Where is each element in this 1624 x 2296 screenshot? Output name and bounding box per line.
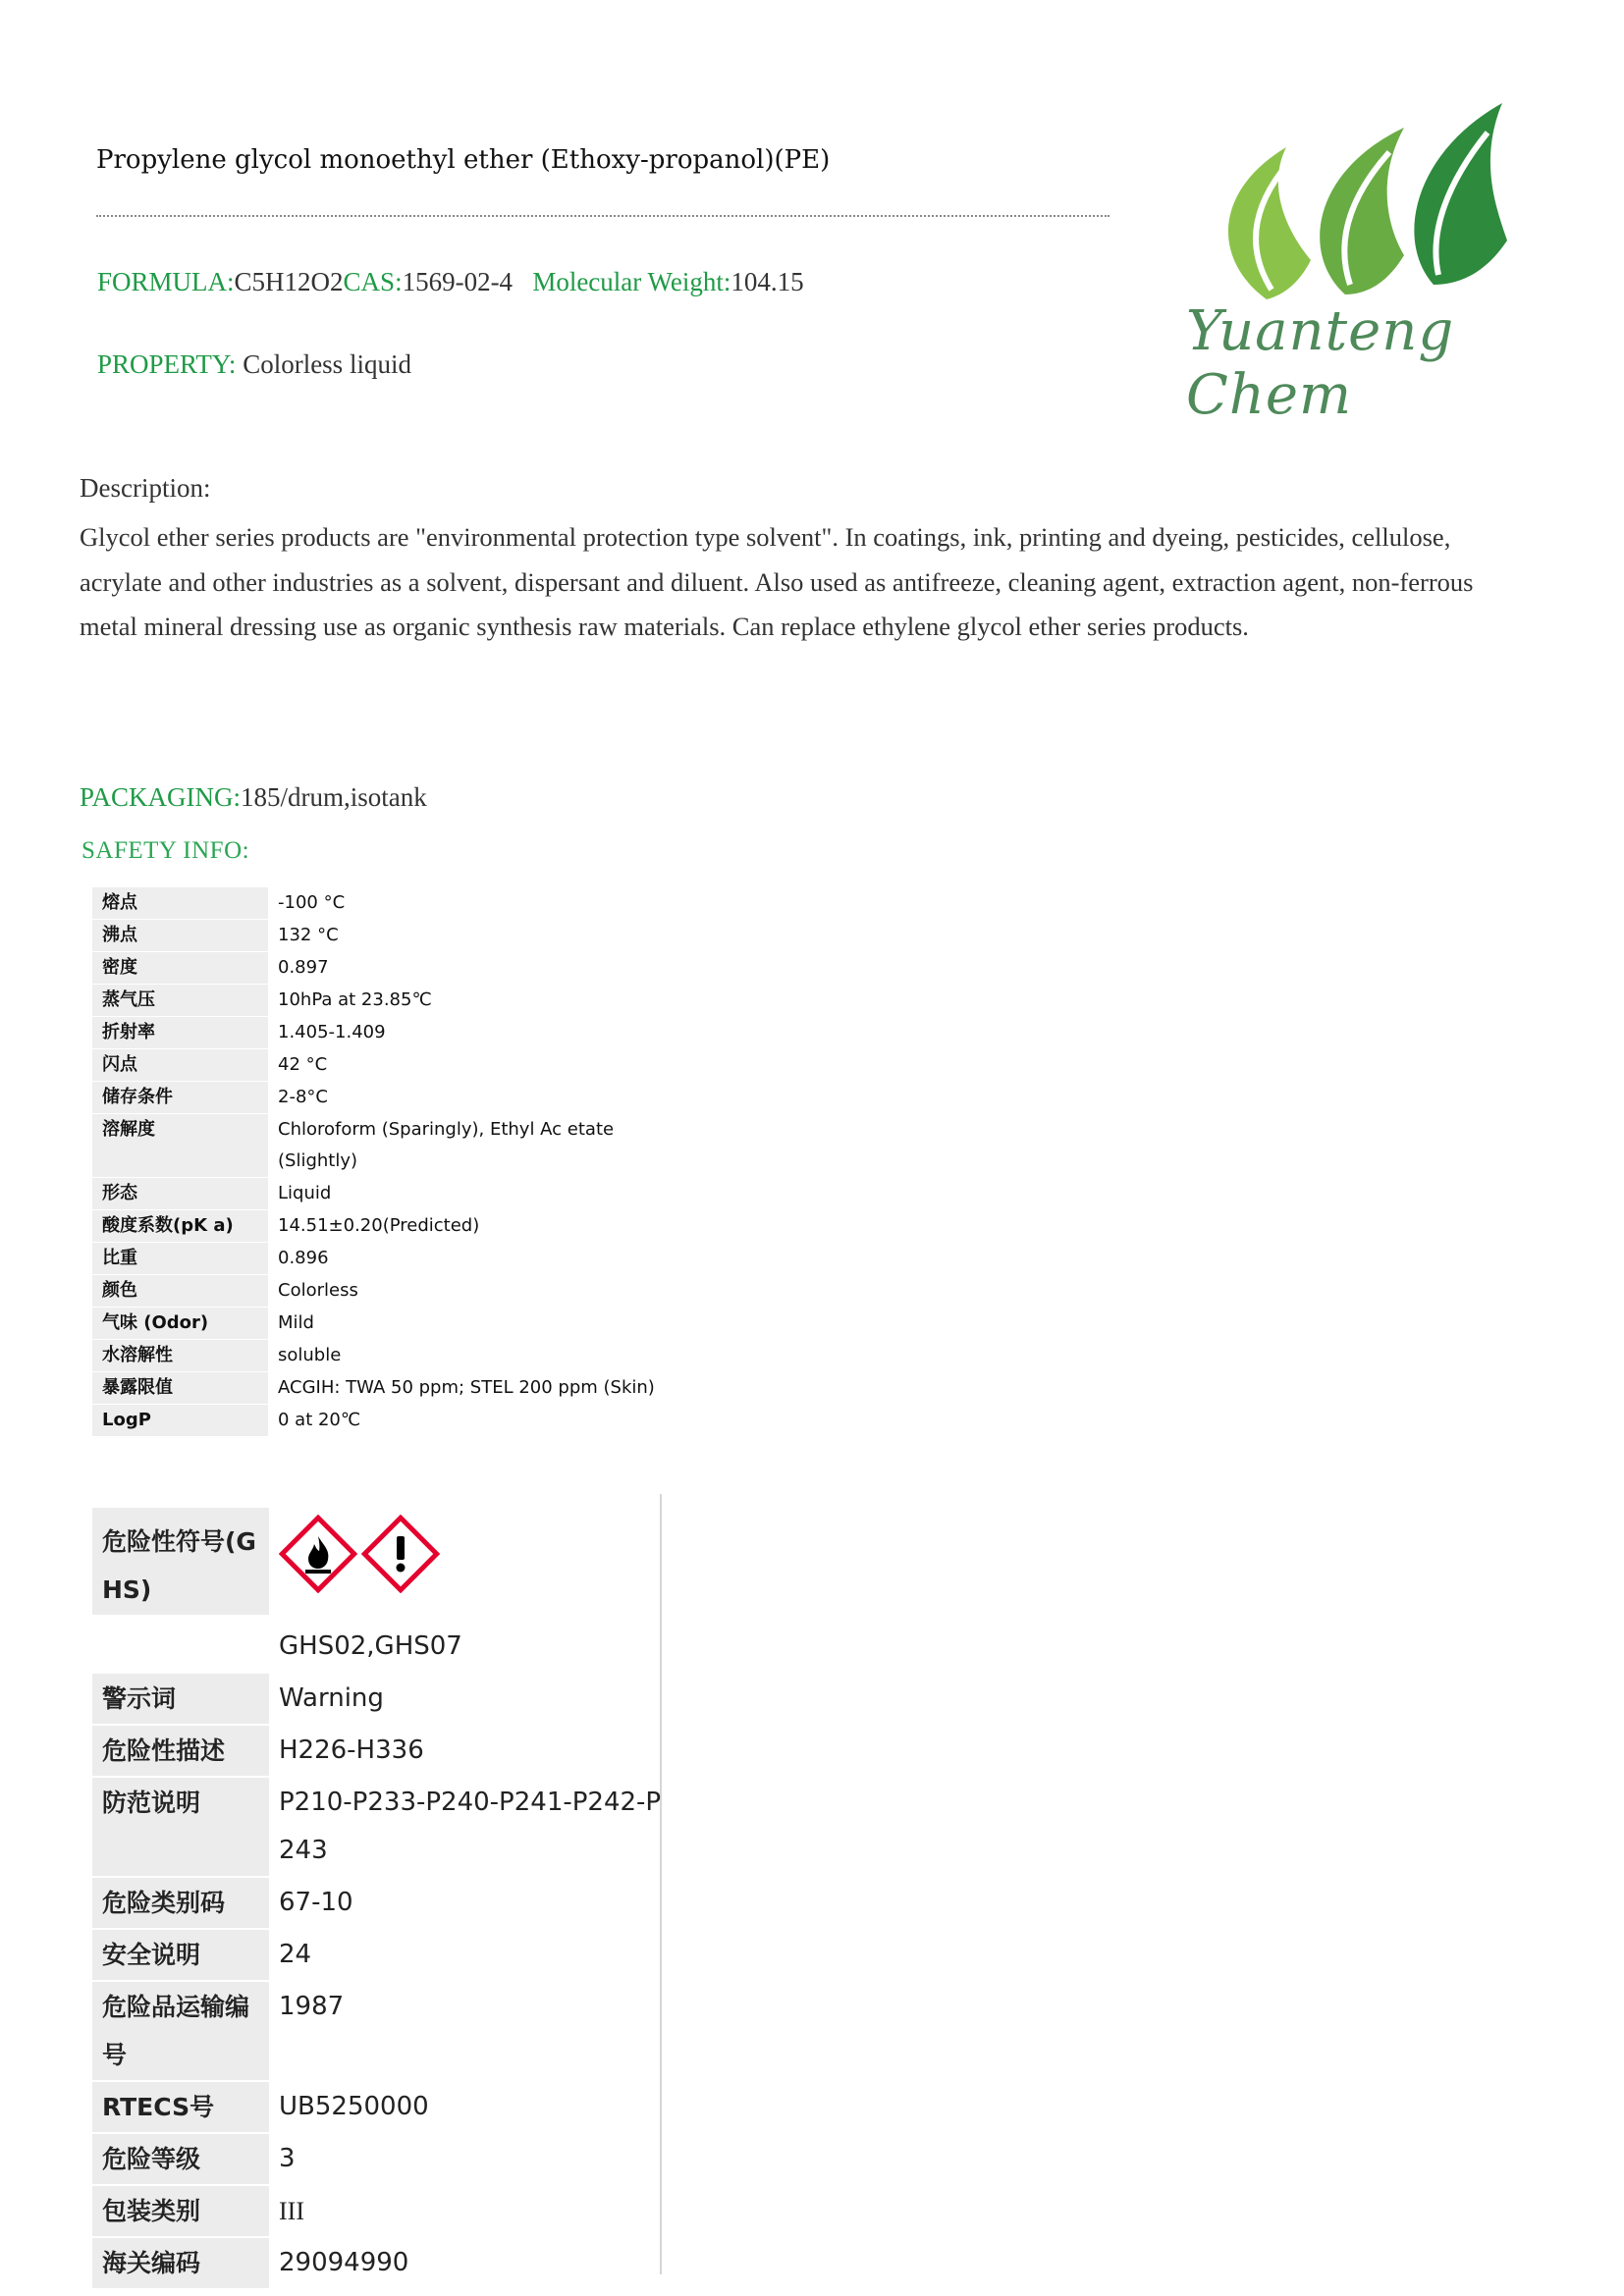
property-value: ACGIH: TWA 50 ppm; STEL 200 ppm (Skin) xyxy=(278,1377,655,1398)
property-value: 42 °C xyxy=(278,1054,328,1075)
ghs-pictograms xyxy=(279,1515,662,1593)
property-key: 酸度系数(pK a) xyxy=(92,1210,268,1242)
property-value: 0.896 xyxy=(278,1248,329,1268)
cas-value: 1569-02-4 xyxy=(402,267,514,296)
property-key: 沸点 xyxy=(92,920,268,951)
formula-value: C5H12O2 xyxy=(234,267,344,296)
property-value: 14.51±0.20(Predicted) xyxy=(278,1215,480,1236)
property-key: 闪点 xyxy=(92,1049,268,1081)
safety-code-link[interactable]: 24 xyxy=(279,1940,312,1969)
ghs-table xyxy=(92,1506,663,2290)
ghs-key: 危险等级 xyxy=(92,2134,269,2184)
table-row xyxy=(92,887,671,919)
table-row xyxy=(92,1372,671,1404)
risk-code-link[interactable]: 67-10 xyxy=(279,1888,353,1917)
molecular-weight-value: 104.15 xyxy=(731,267,804,296)
property-value: Mild xyxy=(278,1312,314,1333)
table-row xyxy=(92,2082,663,2132)
property-value: soluble xyxy=(278,1345,342,1365)
rtecs-number: UB5250000 xyxy=(279,2092,429,2121)
packing-group: III xyxy=(279,2197,304,2225)
ghs-key: 警示词 xyxy=(92,1674,269,1724)
packaging-value: 185/drum,isotank xyxy=(241,782,427,812)
formula-label: FORMULA: xyxy=(97,267,235,296)
formula-line xyxy=(97,267,804,297)
safety-info-heading: SAFETY INFO: xyxy=(81,837,250,864)
ghs-key: 防范说明 xyxy=(92,1778,269,1876)
property-value: Chloroform (Sparingly), Ethyl Ac etate (Slightly) xyxy=(278,1119,615,1171)
ghs-codes-link[interactable]: GHS02,GHS07 xyxy=(279,1631,462,1661)
description-text: Glycol ether series products are "environmental protection type solvent". In coatings, ink, printing and dyeing, pesticides, cellulose, acrylate and other industries as a solvent, dispersant and diluent. Also used as antifreeze, cleaning agent, extraction agent, non-ferrous metal mineral dressing use as organic synthesis raw materials. Can replace ethylene glycol ether series products. xyxy=(80,522,1474,641)
property-key: 气味 (Odor) xyxy=(92,1308,268,1339)
table-row xyxy=(92,1178,671,1209)
property-key: LogP xyxy=(92,1405,268,1436)
flame-icon xyxy=(279,1515,357,1593)
property-key: 储存条件 xyxy=(92,1082,268,1113)
ghs-key: RTECS号 xyxy=(92,2082,269,2132)
ghs-symbol-value xyxy=(269,1508,663,1615)
property-value: 2-8°C xyxy=(278,1087,328,1107)
dotted-divider xyxy=(96,215,1110,217)
property-value: Liquid xyxy=(278,1183,332,1203)
table-row xyxy=(92,985,671,1016)
ghs-key: 危险品运输编号 xyxy=(92,1982,269,2080)
table-row xyxy=(92,2134,663,2184)
table-row xyxy=(92,1308,671,1339)
table-row xyxy=(92,1930,663,1980)
table-row xyxy=(92,1617,663,1672)
description-heading: Description: xyxy=(80,473,211,503)
property-key: 蒸气压 xyxy=(92,985,268,1016)
table-row xyxy=(92,1340,671,1371)
hazard-statement-link[interactable]: H226-H336 xyxy=(279,1735,424,1765)
ghs-key: 危险类别码 xyxy=(92,1878,269,1928)
property-value: Colorless liquid xyxy=(236,349,411,379)
table-row xyxy=(92,1878,663,1928)
table-row xyxy=(92,1778,663,1876)
signal-word: Warning xyxy=(279,1683,384,1713)
property-value: Colorless xyxy=(278,1280,358,1301)
table-row xyxy=(92,1726,663,1776)
property-key: 比重 xyxy=(92,1243,268,1274)
ghs-key: 海关编码 xyxy=(92,2238,269,2288)
hazard-class: 3 xyxy=(279,2144,296,2173)
property-value: 10hPa at 23.85℃ xyxy=(278,989,432,1010)
packaging-line xyxy=(80,782,427,813)
ghs-key: 安全说明 xyxy=(92,1930,269,1980)
property-value: 0.897 xyxy=(278,957,329,978)
property-key: 暴露限值 xyxy=(92,1372,268,1404)
property-line xyxy=(97,349,411,380)
empty-cell xyxy=(92,1617,269,1672)
properties-table xyxy=(92,886,671,1437)
property-key: 溶解度 xyxy=(92,1114,268,1177)
packaging-label: PACKAGING: xyxy=(80,782,242,812)
exclamation-icon xyxy=(361,1515,440,1593)
cas-label: CAS: xyxy=(343,267,403,296)
molecular-weight-label: Molecular Weight: xyxy=(532,267,731,296)
ghs-symbol-key: 危险性符号(GHS) xyxy=(92,1508,269,1615)
company-logo-text: Yuanteng Chem xyxy=(1186,299,1455,427)
table-row xyxy=(92,1082,671,1113)
property-value: 0 at 20℃ xyxy=(278,1410,361,1430)
table-row xyxy=(92,1275,671,1307)
table-row xyxy=(92,2238,663,2288)
table-row xyxy=(92,1017,671,1048)
property-value: -100 °C xyxy=(278,892,346,913)
table-row xyxy=(92,2186,663,2236)
property-key: 颜色 xyxy=(92,1275,268,1307)
property-key: 形态 xyxy=(92,1178,268,1209)
property-value: 1.405-1.409 xyxy=(278,1022,386,1042)
property-key: 熔点 xyxy=(92,887,268,919)
customs-code: 29094990 xyxy=(279,2248,409,2277)
table-row xyxy=(92,1982,663,2080)
table-row xyxy=(92,1114,671,1177)
property-key: 折射率 xyxy=(92,1017,268,1048)
table-row xyxy=(92,1405,671,1436)
ghs-key: 危险性描述 xyxy=(92,1726,269,1776)
precautionary-statement-link[interactable]: P210-P233-P240-P241-P242-P243 xyxy=(279,1788,662,1865)
table-row xyxy=(92,1049,671,1081)
property-label: PROPERTY: xyxy=(97,349,237,379)
property-key: 水溶解性 xyxy=(92,1340,268,1371)
table-row xyxy=(92,952,671,984)
table-row xyxy=(92,1508,663,1615)
table-row xyxy=(92,920,671,951)
table-row xyxy=(92,1674,663,1724)
property-key: 密度 xyxy=(92,952,268,984)
transport-number: 1987 xyxy=(279,1992,345,2021)
product-title: Propylene glycol monoethyl ether (Ethoxy-propanol)(PE) xyxy=(96,145,831,175)
table-row xyxy=(92,1210,671,1242)
table-row xyxy=(92,1243,671,1274)
ghs-key: 包装类别 xyxy=(92,2186,269,2236)
property-value: 132 °C xyxy=(278,925,339,945)
